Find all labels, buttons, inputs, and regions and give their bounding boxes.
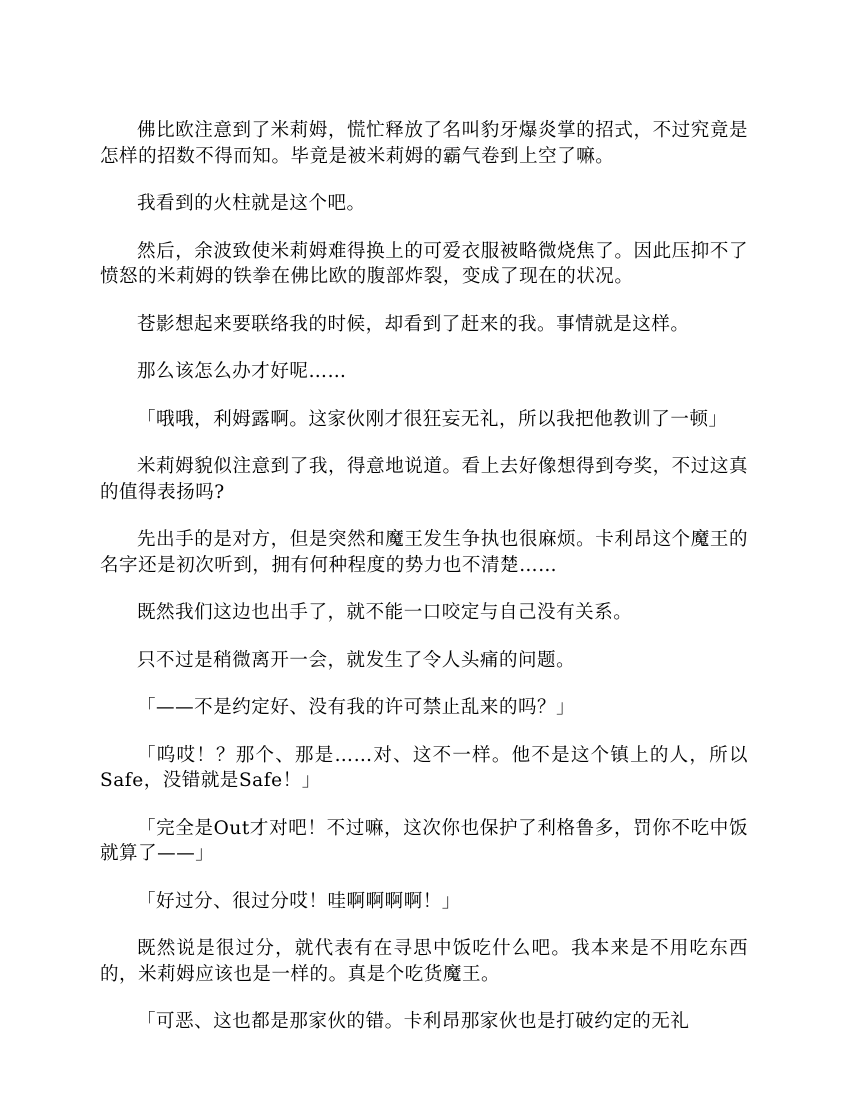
document-body [100,118,748,1057]
paragraph: 「完全是Out才对吧！不过嘛，这次你也保护了利格鲁多，罚你不吃中饭就算了——」 [100,817,748,864]
paragraph: 「呜哎！？那个、那是……对、这不一样。他不是这个镇上的人，所以Safe，没错就是Safe！」 [100,744,748,791]
paragraph: 我看到的火柱就是这个吧。 [137,193,366,214]
paragraph: 只不过是稍微离开一会，就发生了令人头痛的问题。 [137,649,576,671]
paragraph: 然后，余波致使米莉姆难得换上的可爱衣服被略微烧焦了。因此压抑不了愤怒的米莉姆的铁拳在佛比欧的腹部炸裂，变成了现在的状况。 [100,240,748,287]
paragraph: 先出手的是对方，但是突然和魔王发生争执也很麻烦。卡利昂这个魔王的名字还是初次听到，拥有何种程度的势力也不清楚…… [100,529,748,576]
paragraph: 米莉姆貌似注意到了我，得意地说道。看上去好像想得到夸奖，不过这真的值得表扬吗? [100,456,748,503]
paragraph: 「——不是约定好、没有我的许可禁止乱来的吗？」 [137,697,576,718]
paragraph: 「可恶、这也都是那家伙的错。卡利昂那家伙也是打破约定的无礼 [137,1011,690,1032]
paragraph: 佛比欧注意到了米莉姆，慌忙释放了名叫豹牙爆炎掌的招式，不过究竟是怎样的招数不得而知。毕竟是被米莉姆的霸气卷到上空了嘛。 [100,120,748,167]
paragraph: 既然我们这边也出手了，就不能一口咬定与自己没有关系。 [137,602,633,623]
paragraph: 既然说是很过分，就代表有在寻思中饭吃什么吧。我本来是不用吃东西的，米莉姆应该也是一样的。真是个吃货魔王。 [100,938,748,985]
paragraph: 苍影想起来要联络我的时候，却看到了赶来的我。事情就是这样。 [137,313,690,335]
paragraph: 「哦哦，利姆露啊。这家伙刚才很狂妄无礼，所以我把他教训了一顿」 [137,408,728,430]
paragraph: 「好过分、很过分哎！哇啊啊啊啊！」 [137,890,461,912]
paragraph: 那么该怎么办才好呢…… [137,361,347,382]
